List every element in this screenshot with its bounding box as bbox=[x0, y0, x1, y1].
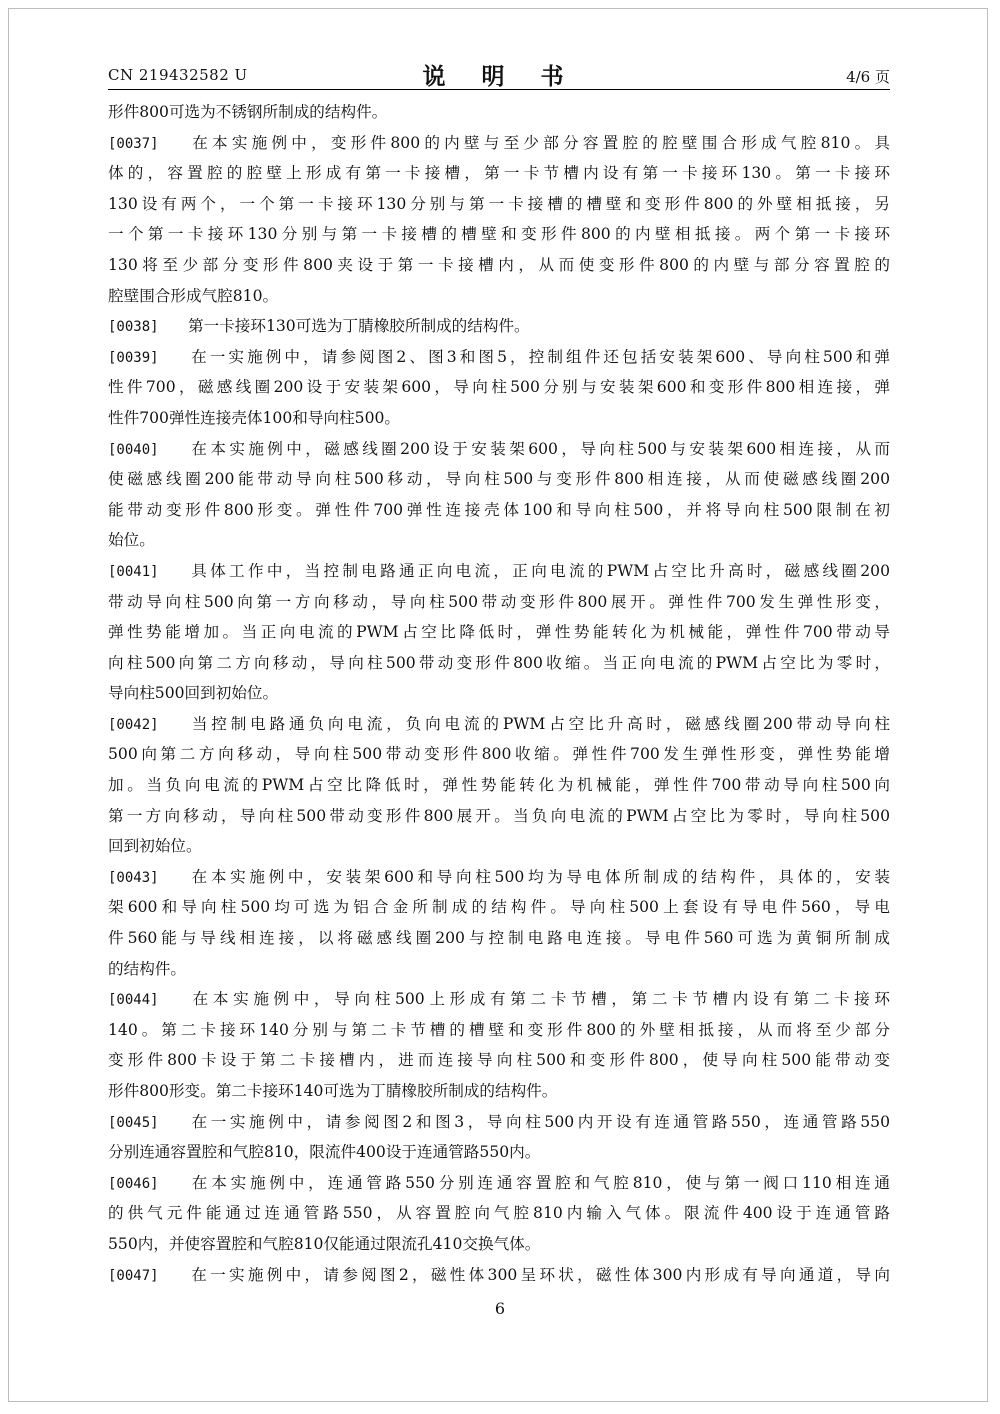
paragraph-number: [0045] bbox=[108, 1114, 159, 1131]
text-line bbox=[108, 831, 890, 862]
line-text: 弹性势能增加。当正向电流的PWM占空比降低时，弹性势能转化为机械能，弹性件700带动导 bbox=[108, 623, 890, 642]
line-text: 的结构件。 bbox=[108, 959, 186, 978]
line-text: 件560能与导线相连接，以将磁感线圈200与控制电路电连接。导电件560可选为黄铜所制成 bbox=[108, 929, 890, 948]
text-line bbox=[108, 617, 890, 648]
paragraph-number: [0037] bbox=[108, 135, 159, 152]
text-line bbox=[108, 709, 890, 740]
line-text: 130将至少部分变形件800夹设于第一卡接槽内，从而使变形件800的内壁与部分容置腔的 bbox=[108, 255, 890, 274]
text-line bbox=[108, 648, 890, 679]
line-text: 500向第二方向移动，导向柱500带动变形件800收缩。弹性件700发生弹性形变，弹性势能增 bbox=[108, 745, 890, 764]
line-text: 始位。 bbox=[108, 531, 155, 550]
line-text: 向柱500向第二方向移动，导向柱500带动变形件800收缩。当正向电流的PWM占空比为零时， bbox=[108, 653, 890, 672]
text-line bbox=[108, 464, 890, 495]
text-line bbox=[108, 189, 890, 220]
text-line bbox=[108, 862, 890, 893]
document-title: 说 明 书 bbox=[422, 64, 578, 90]
text-line bbox=[108, 281, 890, 312]
text-line bbox=[108, 311, 890, 342]
line-text: 第一卡接环130可选为丁腈橡胶所制成的结构件。 bbox=[188, 317, 530, 336]
text-line bbox=[108, 342, 890, 373]
text-line bbox=[108, 219, 890, 250]
line-text: 具体工作中，当控制电路通正向电流，正向电流的PWM占空比升高时，磁感线圈200 bbox=[188, 561, 890, 580]
line-text: 变形件800卡设于第二卡接槽内，进而连接导向柱500和变形件800，使导向柱500能带动变 bbox=[108, 1051, 890, 1070]
line-text: 形件800可选为不锈钢所制成的结构件。 bbox=[108, 103, 388, 121]
text-line bbox=[108, 1260, 890, 1291]
line-text: 550内，并使容置腔和气腔810仅能通过限流孔410交换气体。 bbox=[108, 1234, 541, 1253]
line-text: 性件700，磁感线圈200设于安装架600，导向柱500分别与安装架600和变形件800相连接，弹 bbox=[108, 378, 890, 397]
text-line bbox=[108, 556, 890, 587]
text-line bbox=[108, 1229, 890, 1260]
header-rule bbox=[108, 89, 890, 90]
text-line bbox=[108, 587, 890, 618]
line-text: 当控制电路通负向电流，负向电流的PWM占空比升高时，磁感线圈200带动导向柱 bbox=[188, 714, 890, 733]
text-line bbox=[108, 97, 890, 128]
line-text: 在本实施例中，导向柱500上形成有第二卡节槽，第二卡节槽内设有第二卡接环 bbox=[188, 990, 890, 1009]
line-text: 的供气元件能通过连通管路550，从容置腔向气腔810内输入气体。限流件400设于连通管路 bbox=[108, 1204, 890, 1223]
document-body bbox=[108, 97, 890, 1290]
line-text: 130设有两个，一个第一卡接环130分别与第一卡接槽的槽壁和变形件800的外壁相抵接，另 bbox=[108, 194, 890, 213]
line-text: 回到初始位。 bbox=[108, 837, 202, 856]
text-line bbox=[108, 1107, 890, 1138]
line-text: 性件700弹性连接壳体100和导向柱500。 bbox=[108, 408, 401, 427]
text-line bbox=[108, 923, 890, 954]
line-text: 在本实施例中，安装架600和导向柱500均为导电体所制成的结构件，具体的，安装 bbox=[188, 867, 890, 886]
paragraph-number: [0042] bbox=[108, 716, 159, 733]
line-text: 在本实施例中，磁感线圈200设于安装架600，导向柱500与安装架600相连接，从而 bbox=[188, 439, 890, 458]
line-text: 形件800形变。第二卡接环140可选为丁腈橡胶所制成的结构件。 bbox=[108, 1082, 558, 1100]
line-text: 腔壁围合形成气腔810。 bbox=[108, 286, 279, 305]
text-line bbox=[108, 1198, 890, 1229]
paragraph-number: [0039] bbox=[108, 349, 159, 366]
paragraph-number: [0040] bbox=[108, 441, 159, 458]
line-text: 体的，容置腔的腔壁上形成有第一卡接槽，第一卡节槽内设有第一卡接环130。第一卡接环 bbox=[108, 164, 890, 183]
line-text: 在本实施例中，连通管路550分别连通容置腔和气腔810，使与第一阀口110相连通 bbox=[188, 1173, 890, 1192]
text-line bbox=[108, 403, 890, 434]
text-line bbox=[108, 984, 890, 1015]
line-text: 在本实施例中，变形件800的内壁与至少部分容置腔的腔壁围合形成气腔810。具 bbox=[188, 133, 890, 152]
text-line bbox=[108, 892, 890, 923]
text-line bbox=[108, 495, 890, 526]
text-line bbox=[108, 678, 890, 709]
line-text: 架600和导向柱500均可选为铝合金所制成的结构件。导向柱500上套设有导电件560，导电 bbox=[108, 898, 890, 917]
publication-number: CN 219432582 U bbox=[108, 66, 248, 84]
line-text: 在一实施例中，请参阅图2，磁性体300呈环状，磁性体300内形成有导向通道，导向 bbox=[188, 1265, 890, 1284]
text-line bbox=[108, 372, 890, 403]
line-text: 使磁感线圈200能带动导向柱500移动，导向柱500与变形件800相连接，从而使磁感线圈200 bbox=[108, 470, 890, 489]
line-text: 140。第二卡接环140分别与第二卡节槽的槽壁和变形件800的外壁相抵接，从而将至少部分 bbox=[108, 1020, 890, 1039]
line-text: 能带动变形件800形变。弹性件700弹性连接壳体100和导向柱500，并将导向柱500限制在初 bbox=[108, 500, 890, 519]
paragraph-number: [0044] bbox=[108, 992, 159, 1009]
text-line bbox=[108, 1137, 890, 1168]
text-line bbox=[108, 434, 890, 465]
page-indicator: 4/6 页 bbox=[846, 68, 890, 86]
text-line bbox=[108, 1045, 890, 1076]
paragraph-number: [0041] bbox=[108, 563, 159, 580]
paragraph-number: [0043] bbox=[108, 869, 159, 886]
text-line bbox=[108, 250, 890, 281]
text-line bbox=[108, 1076, 890, 1107]
text-line bbox=[108, 801, 890, 832]
line-text: 一个第一卡接环130分别与第一卡接槽的槽壁和变形件800的内壁相抵接。两个第一卡接环 bbox=[108, 225, 890, 244]
text-line bbox=[108, 1015, 890, 1046]
line-text: 分别连通容置腔和气腔810，限流件400设于连通管路550内。 bbox=[108, 1143, 541, 1162]
text-line bbox=[108, 158, 890, 189]
paragraph-number: [0046] bbox=[108, 1175, 159, 1192]
line-text: 加。当负向电流的PWM占空比降低时，弹性势能转化为机械能，弹性件700带动导向柱500向 bbox=[108, 776, 890, 795]
line-text: 在一实施例中，请参阅图2和图3，导向柱500内开设有连通管路550，连通管路550 bbox=[188, 1112, 890, 1131]
paragraph-number: [0047] bbox=[108, 1267, 159, 1284]
line-text: 第一方向移动，导向柱500带动变形件800展开。当负向电流的PWM占空比为零时，导向柱500 bbox=[108, 806, 890, 825]
text-line bbox=[108, 1168, 890, 1199]
text-line bbox=[108, 770, 890, 801]
line-text: 导向柱500回到初始位。 bbox=[108, 684, 279, 703]
line-text: 在一实施例中，请参阅图2、图3和图5，控制组件还包括安装架600、导向柱500和弹 bbox=[188, 347, 890, 366]
text-line bbox=[108, 525, 890, 556]
page-number: 6 bbox=[494, 1299, 506, 1318]
paragraph-number: [0038] bbox=[108, 319, 159, 336]
line-text: 带动导向柱500向第一方向移动，导向柱500带动变形件800展开。弹性件700发生弹性形变， bbox=[108, 592, 890, 611]
text-line bbox=[108, 739, 890, 770]
text-line bbox=[108, 954, 890, 985]
text-line bbox=[108, 128, 890, 159]
